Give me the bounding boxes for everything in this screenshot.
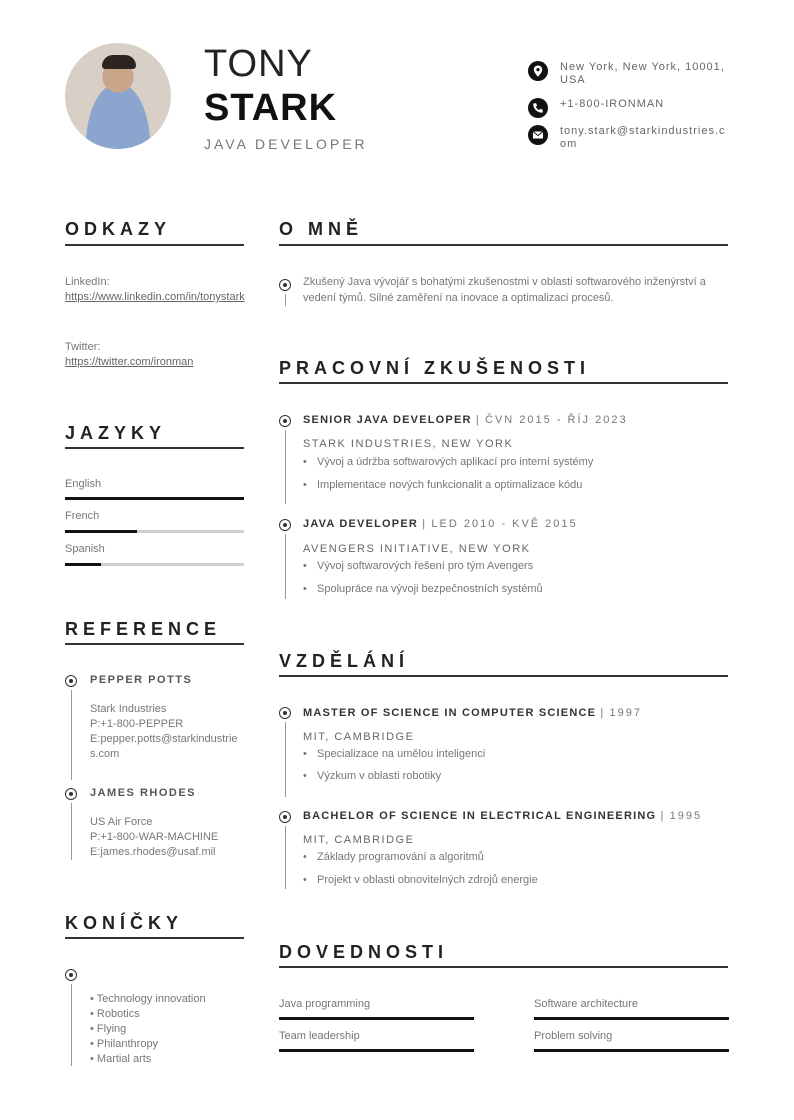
- divider: [65, 244, 244, 246]
- list-item: • Robotics: [90, 1008, 140, 1020]
- links-heading: ODKAZY: [65, 219, 171, 239]
- phone-icon: [528, 98, 548, 118]
- timeline-marker: [279, 707, 291, 719]
- reference-name: PEPPER POTTS: [90, 674, 193, 686]
- skill-name: Software architecture: [534, 998, 638, 1010]
- timeline-line: [71, 690, 72, 780]
- last-name: STARK: [204, 87, 338, 129]
- education-bullet: • Základy programování a algoritmů: [304, 851, 484, 863]
- about-heading: O MNĚ: [279, 219, 364, 239]
- education-heading-line: BACHELOR OF SCIENCE IN ELECTRICAL ENGINEERING | 1995: [303, 810, 703, 822]
- list-item: • Flying: [90, 1023, 127, 1035]
- job-organization: STARK INDUSTRIES, NEW YORK: [303, 438, 514, 450]
- divider: [65, 447, 244, 449]
- hobby-list: [90, 992, 206, 1067]
- timeline-line: [285, 826, 286, 889]
- languages-heading: JAZYKY: [65, 423, 167, 443]
- twitter-link-block: Twitter: https://twitter.com/ironman: [65, 340, 245, 370]
- skills-heading: DOVEDNOSTI: [279, 942, 449, 962]
- language-name: English: [65, 478, 102, 490]
- timeline-marker: [65, 788, 77, 800]
- language-name: Spanish: [65, 543, 105, 555]
- twitter-link[interactable]: https://twitter.com/ironman: [65, 356, 194, 368]
- linkedin-link[interactable]: https://www.linkedin.com/in/tonystark: [65, 291, 245, 303]
- skill-name: Problem solving: [534, 1030, 613, 1042]
- timeline-marker: [279, 519, 291, 531]
- divider: [65, 643, 244, 645]
- timeline-line: [285, 430, 286, 504]
- education-bullet: • Výzkum v oblasti robotiky: [304, 770, 441, 782]
- language-level-bar: [65, 563, 244, 566]
- profile-photo: [65, 43, 171, 149]
- reference-details: Stark Industries P:+1-800-PEPPER E:pepper.potts@starkindustries.com: [90, 703, 238, 760]
- contact-phone: +1-800-IRONMAN: [528, 98, 728, 118]
- job-bullet: • Implementace nových funkcionalit a optimalizace kódu: [304, 479, 582, 491]
- timeline-marker: [279, 811, 291, 823]
- timeline-marker: [65, 969, 77, 981]
- divider: [279, 244, 728, 246]
- job-heading: JAVA DEVELOPER | LED 2010 - KVĚ 2015: [303, 518, 578, 530]
- skill-name: Team leadership: [279, 1030, 360, 1042]
- list-item: • Technology innovation: [90, 993, 206, 1005]
- education-organization: MIT, CAMBRIDGE: [303, 731, 415, 743]
- job-bullet: • Spolupráce na vývoji bezpečnostních systémů: [304, 583, 543, 595]
- hobbies-heading: KONÍČKY: [65, 913, 184, 933]
- job-organization: AVENGERS INITIATIVE, NEW YORK: [303, 543, 531, 555]
- timeline-line: [285, 294, 286, 306]
- language-level-bar: [65, 530, 244, 533]
- list-item: • Martial arts: [90, 1053, 152, 1065]
- skill-bar: [279, 1049, 474, 1052]
- divider: [279, 382, 728, 384]
- contact-address: New York, New York, 10001, USA: [528, 61, 728, 87]
- language-level-bar: [65, 497, 244, 500]
- timeline-line: [71, 984, 72, 1066]
- job-heading: SENIOR JAVA DEVELOPER | ČVN 2015 - ŘÍJ 2023: [303, 414, 628, 426]
- language-name: French: [65, 510, 100, 522]
- reference-name: JAMES RHODES: [90, 787, 197, 799]
- education-heading-line: MASTER OF SCIENCE IN COMPUTER SCIENCE | 1997: [303, 707, 643, 719]
- reference-details: US Air Force P:+1-800-WAR-MACHINE E:james.rhodes@usaf.mil: [90, 816, 219, 858]
- education-bullet: • Specializace na umělou inteligenci: [304, 748, 485, 760]
- divider: [65, 937, 244, 939]
- education-bullet: • Projekt v oblasti obnovitelných zdrojů energie: [304, 874, 538, 886]
- skill-name: Java programming: [279, 998, 371, 1010]
- references-heading: REFERENCE: [65, 619, 222, 639]
- first-name: TONY: [204, 43, 313, 85]
- list-item: • Philanthropy: [90, 1038, 159, 1050]
- envelope-icon: [528, 125, 548, 145]
- contact-email: tony.stark@starkindustries.com: [528, 125, 728, 151]
- job-bullet: • Vývoj a údržba softwarových aplikací pro interní systémy: [304, 456, 593, 468]
- timeline-line: [71, 803, 72, 860]
- divider: [279, 966, 728, 968]
- experience-heading: PRACOVNÍ ZKUŠENOSTI: [279, 358, 591, 378]
- job-title: JAVA DEVELOPER: [204, 136, 368, 152]
- timeline-marker: [279, 415, 291, 427]
- skill-bar: [279, 1017, 474, 1020]
- timeline-line: [285, 722, 286, 797]
- skill-bar: [534, 1049, 729, 1052]
- divider: [279, 675, 728, 677]
- timeline-marker: [65, 675, 77, 687]
- linkedin-link-block: LinkedIn: https://www.linkedin.com/in/tonystark: [65, 276, 245, 303]
- education-heading: VZDĚLÁNÍ: [279, 651, 409, 671]
- timeline-line: [285, 534, 286, 599]
- about-text: Zkušený Java vývojář s bohatými zkušenostmi v oblasti softwarového inženýrství a vedení týmů. Silné zaměření na inovace a optimalizaci procesů.: [303, 276, 706, 304]
- job-bullet: • Vývoj softwarových řešení pro tým Avengers: [304, 560, 533, 572]
- skill-bar: [534, 1017, 729, 1020]
- timeline-marker: [279, 279, 291, 291]
- education-organization: MIT, CAMBRIDGE: [303, 834, 415, 846]
- location-pin-icon: [528, 61, 548, 81]
